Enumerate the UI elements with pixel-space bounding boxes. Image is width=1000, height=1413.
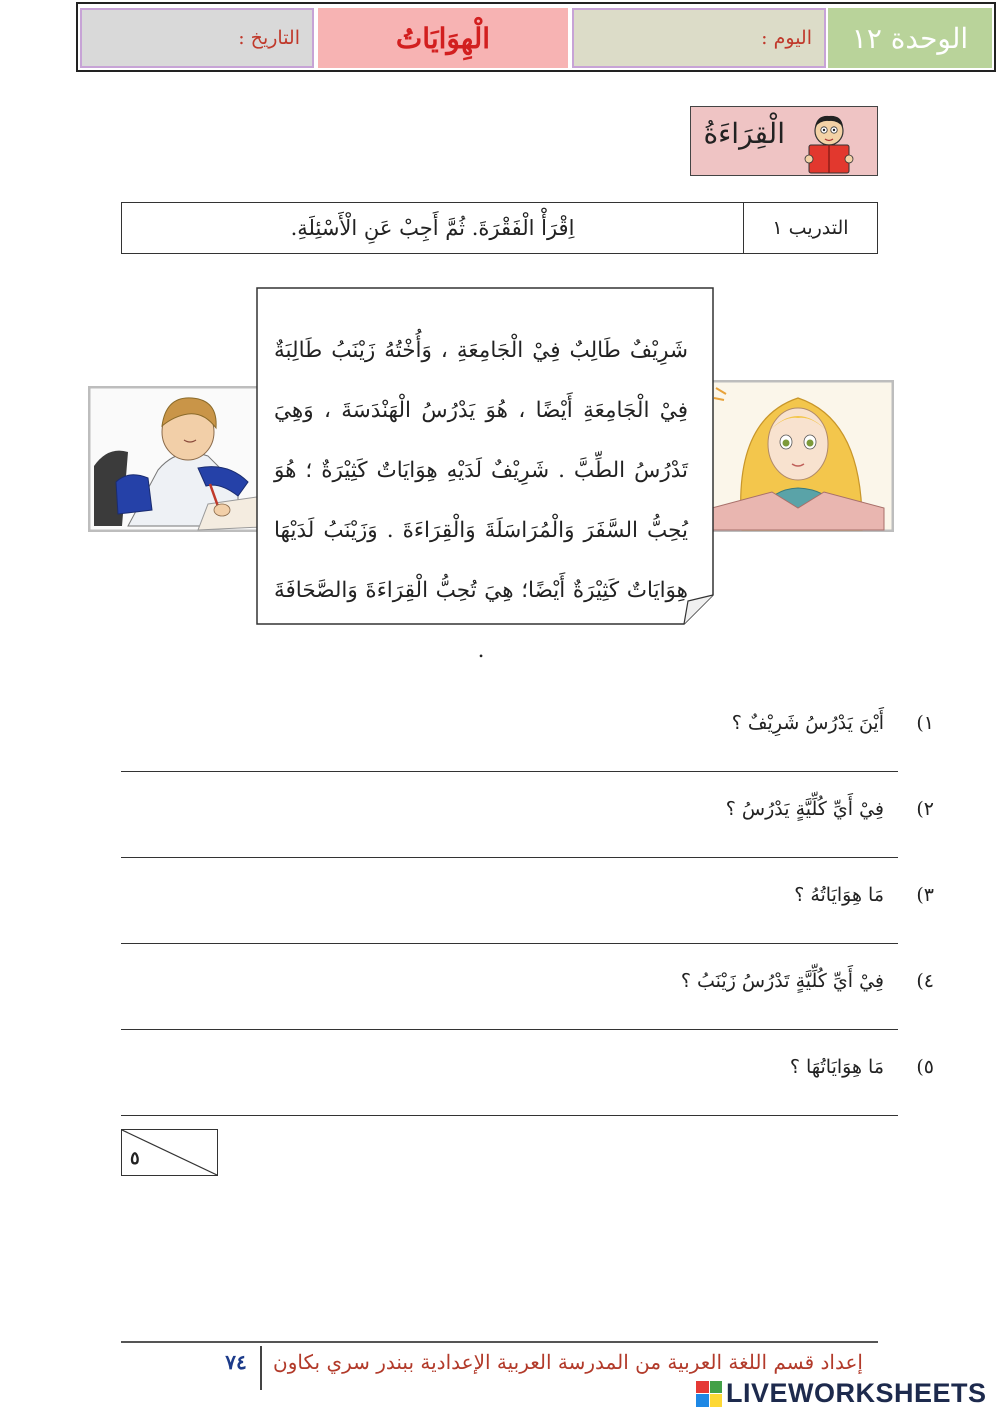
question-number: ٤) — [916, 970, 934, 992]
question-1 — [732, 712, 934, 734]
score-box — [121, 1129, 218, 1176]
question-3 — [794, 884, 934, 906]
footer-separator — [260, 1346, 262, 1390]
question-number: ٢) — [916, 798, 934, 820]
exercise-label: التدريب ١ — [743, 203, 877, 253]
footer-credit: إعداد قسم اللغة العربية من المدرسة العربية الإعدادية ببندر سري بكاون — [273, 1350, 863, 1374]
question-text: أَيْنَ يَدْرُسُ شَرِيْفٌ ؟ — [731, 712, 884, 734]
page-title: الْهِوَايَاتُ — [395, 21, 491, 55]
liveworksheets-text: LIVEWORKSHEETS — [726, 1378, 987, 1408]
unit-cell — [828, 8, 992, 68]
reading-kid-icon — [795, 109, 867, 175]
liveworksheets-logo-icon — [696, 1381, 722, 1407]
answer-line-3[interactable] — [121, 943, 898, 944]
question-number: ٣) — [916, 884, 934, 906]
question-number: ١) — [916, 712, 934, 734]
question-2 — [726, 798, 934, 820]
date-label: التاريخ : — [238, 27, 300, 49]
answer-line-1[interactable] — [121, 771, 898, 772]
paragraph-card — [256, 287, 714, 663]
unit-label: الوحدة ١٢ — [851, 21, 969, 55]
question-5 — [790, 1056, 934, 1078]
answer-line-5[interactable] — [121, 1115, 898, 1116]
title-cell — [318, 8, 568, 68]
day-cell — [572, 8, 826, 68]
exercise-table — [121, 202, 878, 254]
answer-line-2[interactable] — [121, 857, 898, 858]
score-total: ٥ — [130, 1148, 140, 1169]
header-bar — [76, 2, 996, 72]
footer-divider-line — [121, 1341, 878, 1343]
exercise-instruction: اِقْرَأْ الْفَقْرَةَ. ثُمَّ أَجِبْ عَنِ الْأَسْئِلَةِ. — [290, 216, 575, 240]
question-number: ٥) — [916, 1056, 934, 1078]
reading-paragraph: شَرِيْفٌ طَالِبٌ فِيْ الْجَامِعَةِ ، وَأُخْتُهُ زَيْنَبُ طَالِبَةٌ فِيْ الْجَامِعَةِ أَيْضًا ، هُوَ يَدْرُسُ الْهَنْدَسَةَ ، وَهِيَ تَدْرُسُ الطِّبَّ . شَرِيْفٌ لَدَيْهِ هِوَايَاتٌ كَثِيْرَةٌ ؛ هُوَ يُحِبُّ السَّفَرَ وَالْمُرَاسَلَةَ وَالْقِرَاءَةَ . وَزَيْنَبُ لَدَيْهَا هِوَايَاتٌ كَثِيْرَةٌ أَيْضًا؛ هِيَ تُحِبُّ الْقِرَاءَةَ وَالصَّحَافَةَ . — [274, 338, 688, 663]
liveworksheets-watermark[interactable] — [696, 1378, 987, 1409]
question-text: فِيْ أَيِّ كُلِّيَّةٍ يَدْرُسُ ؟ — [725, 798, 884, 820]
reading-label: الْقِرَاءَةُ — [703, 117, 785, 150]
question-text: مَا هِوَايَاتُهَا ؟ — [789, 1056, 884, 1078]
question-text: فِيْ أَيِّ كُلِّيَّةٍ تَدْرُسُ زَيْنَبُ ؟ — [680, 970, 884, 992]
page-number: ٧٤ — [225, 1350, 247, 1374]
answer-line-4[interactable] — [121, 1029, 898, 1030]
date-cell — [80, 8, 314, 68]
question-4 — [681, 970, 934, 992]
reading-section-box — [690, 106, 878, 176]
day-label: اليوم : — [761, 27, 812, 49]
boy-writing-image — [88, 386, 284, 532]
girl-reading-image — [702, 380, 894, 532]
question-text: مَا هِوَايَاتُهُ ؟ — [794, 884, 884, 906]
